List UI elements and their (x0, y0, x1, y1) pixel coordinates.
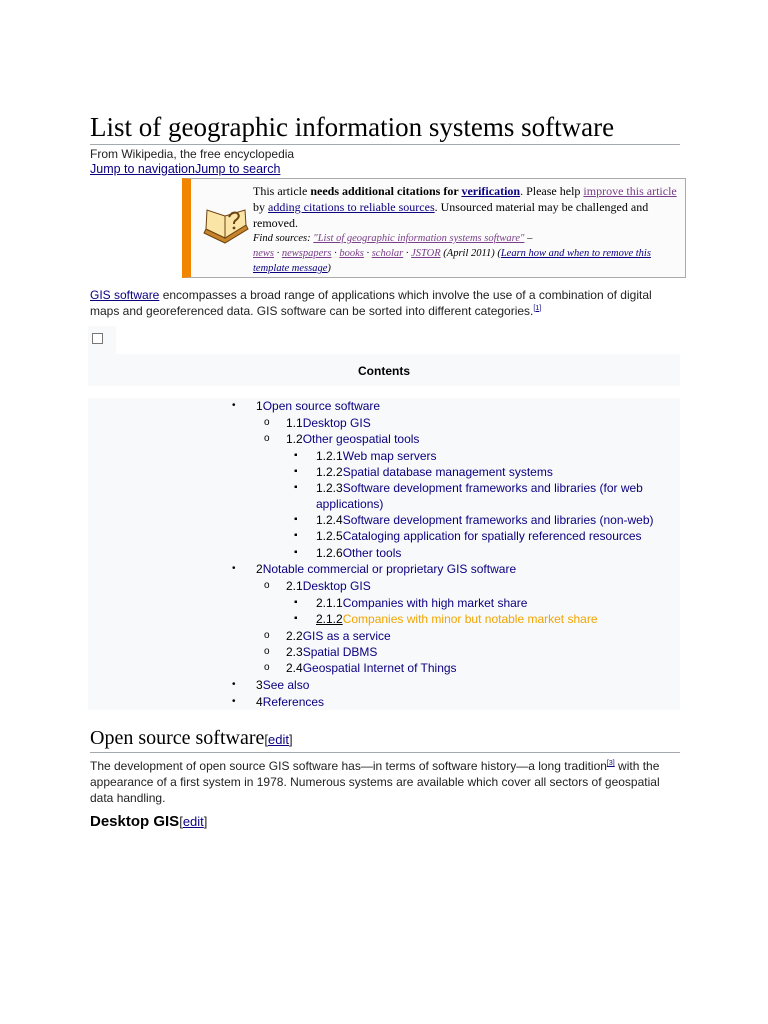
adding-citations-link[interactable]: adding citations to reliable sources (268, 200, 435, 214)
toc-item[interactable] (286, 628, 391, 644)
toc-bullet: ▪ (294, 466, 298, 477)
toc-item-number: 2 (256, 562, 263, 576)
open-source-paragraph: The development of open source GIS software has—in terms of software history—a long tradition[3] with the appearance of a first system in 1978. Numerous systems are available which cover all sectors of geospatial data handling. (90, 759, 660, 805)
toc-item-number: 1.2.1 (316, 449, 343, 463)
toc-blank-band (116, 326, 680, 354)
toc-bullet: ▪ (294, 514, 298, 525)
toc-item[interactable] (316, 595, 527, 611)
toc-bullet: ▪ (294, 482, 298, 493)
toc-item-label: Cataloging application for spatially referenced resources (342, 529, 642, 543)
toc-item-label: GIS as a service (302, 629, 391, 643)
toc-bullet: ▪ (294, 450, 298, 461)
toc-item-number: 2.3 (286, 645, 303, 659)
toc-bullet: o (264, 630, 270, 641)
toc-item[interactable] (256, 561, 516, 577)
toc-bullet: o (264, 580, 270, 591)
toc-heading: Contents (358, 364, 410, 378)
toc-item-label: Desktop GIS (302, 416, 371, 430)
gis-software-link[interactable]: GIS software (90, 288, 160, 302)
toc-item-number: 2.4 (286, 661, 303, 675)
verification-link[interactable]: verification (461, 184, 521, 198)
toc-item[interactable] (316, 496, 383, 512)
toc-item-label: References (262, 695, 325, 709)
toc-item-number: 3 (256, 678, 263, 692)
toc-item[interactable] (256, 398, 380, 414)
toc-item-label: Software development frameworks and libraries (for web (342, 481, 643, 495)
toc-item[interactable] (316, 545, 401, 561)
toc-item-label: Geospatial Internet of Things (302, 661, 457, 675)
jstor-link[interactable]: JSTOR (411, 248, 441, 259)
toc-item-label: Web map servers (342, 449, 437, 463)
question-book-icon (201, 207, 251, 247)
toc-item-number: 1.2.4 (316, 513, 343, 527)
books-link[interactable]: books (339, 248, 364, 259)
toc-bullet: o (264, 646, 270, 657)
toc-bullet: • (232, 400, 236, 411)
toc-item-number: 2.2 (286, 629, 303, 643)
toc-item[interactable] (316, 611, 598, 627)
toc-bullet: • (232, 563, 236, 574)
toc-item[interactable] (256, 677, 309, 693)
toc-item-number: 1.2.2 (316, 465, 343, 479)
tagline: From Wikipedia, the free encyclopedia (90, 147, 295, 161)
ref-1-link[interactable]: [1] (533, 304, 542, 312)
toc-item-label: Open source software (262, 399, 381, 413)
edit-open-source-link[interactable]: edit (268, 732, 289, 747)
toc-bullet: o (264, 433, 270, 444)
section-heading-desktop-gis: Desktop GIS[edit] (90, 813, 208, 830)
toc-item-number: 1.2.3 (316, 481, 343, 495)
edit-desktop-gis-link[interactable]: edit (182, 814, 204, 829)
toc-item[interactable] (316, 480, 643, 496)
toc-bullet: ▪ (294, 597, 298, 608)
jump-to-navigation-link[interactable]: Jump to navigation (90, 162, 195, 176)
toc-bullet: • (232, 696, 236, 707)
toc-item-number: 1.2 (286, 432, 303, 446)
toc-bullet: • (232, 679, 236, 690)
toc-item-number: 1 (256, 399, 263, 413)
toc-item[interactable] (286, 644, 377, 660)
toc-bullet: ▪ (294, 530, 298, 541)
toc-toggle-checkbox[interactable] (92, 333, 103, 344)
toc-item[interactable] (286, 578, 371, 594)
citation-notice-box (182, 178, 686, 278)
toc-item-label: applications) (316, 497, 384, 511)
toc-item[interactable] (316, 448, 437, 464)
section-heading-open-source: Open source software[edit] (90, 726, 680, 753)
toc-item-label: Software development frameworks and libraries (non-web) (342, 513, 654, 527)
page-title: List of geographic information systems software (90, 110, 680, 145)
toc-item-label: Spatial database management systems (342, 465, 553, 479)
scholar-link[interactable]: scholar (371, 248, 404, 259)
toc-item[interactable] (286, 431, 419, 447)
find-sources-line: Find sources: "List of geographic information systems software" – news · newspapers · books · scholar · JSTOR (April 2011) (Learn how and when to remove this template message) (253, 233, 651, 274)
toc-item-label: Other geospatial tools (302, 432, 420, 446)
toc-bullet: ▪ (294, 547, 298, 558)
toc-item[interactable] (256, 694, 324, 710)
toc-item-label: Other tools (342, 546, 402, 560)
toc-item-number: 1.2.6 (316, 546, 343, 560)
toc-item-number: 2.1.2 (316, 612, 343, 626)
toc-item[interactable] (286, 660, 457, 676)
toc-item[interactable] (286, 415, 371, 431)
toc-item-number: 2.1 (286, 579, 303, 593)
notice-text: This article needs additional citations for verification. Please help improve this article by adding citations to reliable sources. Unsourced material may be challenged and removed. Find sources: "List of geographic information systems software" – news · newspapers · books · scholar · JSTOR (April 2011) (Learn how and when to remove this template message) (253, 183, 681, 276)
find-query-link[interactable]: "List of geographic information systems software" (313, 233, 525, 244)
toc-item-number: 4 (256, 695, 263, 709)
jump-to-search-link[interactable]: Jump to search (194, 162, 281, 176)
toc-item-label: Notable commercial or proprietary GIS software (262, 562, 517, 576)
toc-item-number: 1.1 (286, 416, 303, 430)
toc-item-label: Spatial DBMS (302, 645, 378, 659)
toc-blank-band (88, 386, 680, 398)
toc-bullet: o (264, 662, 270, 673)
toc-item-number: 2.1.1 (316, 596, 343, 610)
toc-item[interactable] (316, 528, 642, 544)
intro-paragraph: GIS software encompasses a broad range of applications which involve the use of a combination of digital maps and georeferenced data. GIS software can be sorted into different categories.[1] (90, 288, 652, 318)
toc-bullet: o (264, 417, 270, 428)
toc-item-label: Companies with minor but notable market share (342, 612, 598, 626)
toc-item-number: 1.2.5 (316, 529, 343, 543)
toc-item-label: See also (262, 678, 310, 692)
toc-item-label: Companies with high market share (342, 596, 528, 610)
toc-item-label: Desktop GIS (302, 579, 371, 593)
newspapers-link[interactable]: newspapers (281, 248, 332, 259)
improve-article-link[interactable]: improve this article (583, 184, 677, 198)
toc-item[interactable] (316, 512, 654, 528)
ref-3-link[interactable]: [3] (606, 760, 615, 767)
jump-links (90, 162, 280, 176)
toc-bullet: ▪ (294, 613, 298, 624)
toc-item[interactable] (316, 464, 553, 480)
news-link[interactable]: news (253, 248, 274, 259)
learn-remove-link[interactable]: Learn how and when to remove this template message (253, 248, 651, 274)
